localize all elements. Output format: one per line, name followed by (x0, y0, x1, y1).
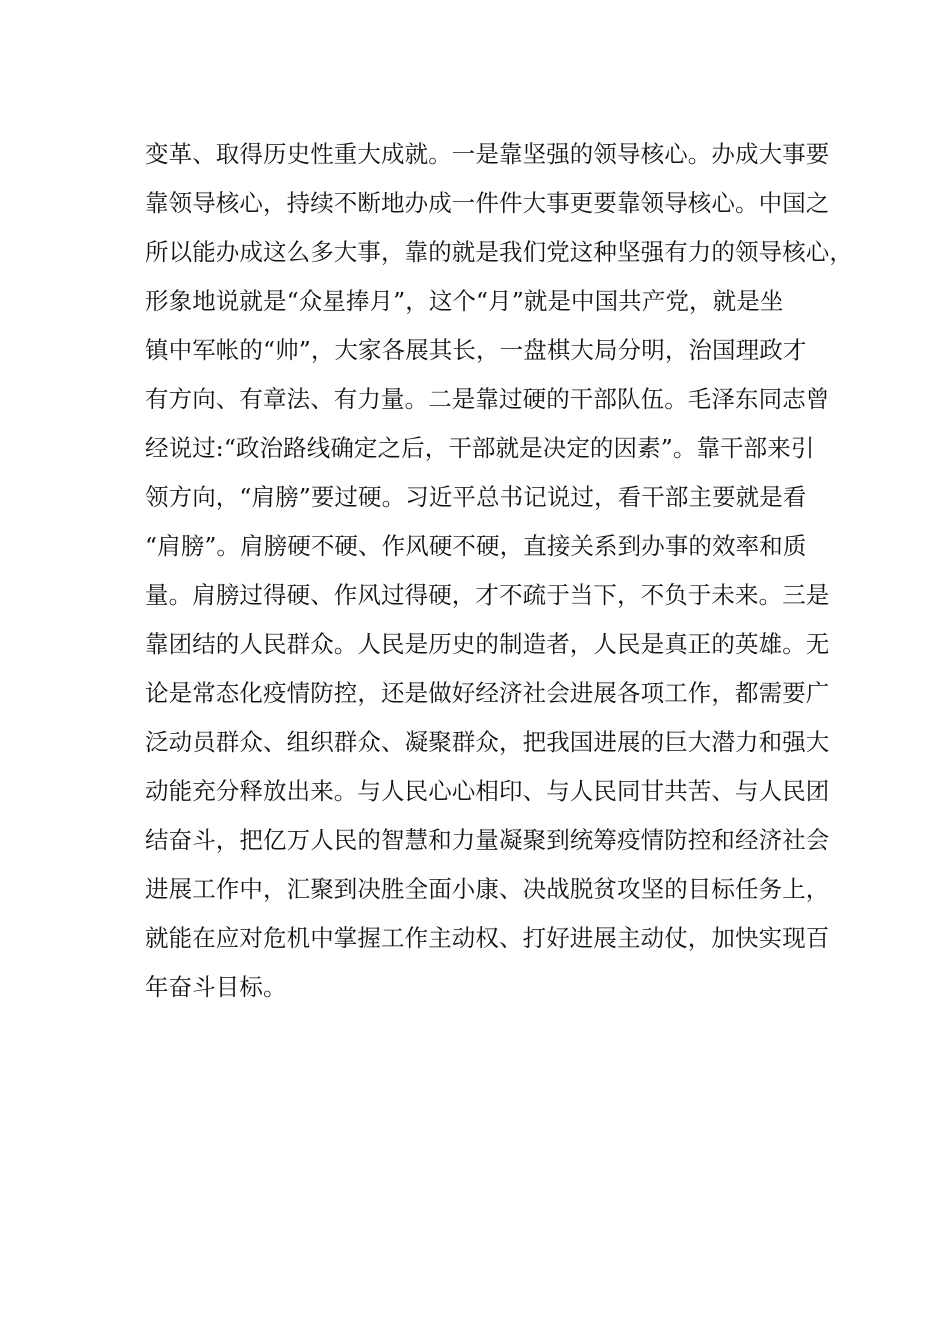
text-line: 年奋斗目标。 (145, 973, 287, 1001)
text-line: 形象地说就是“众星捧月”，这个“月”就是中国共产党，就是坐 (145, 287, 784, 315)
text-line: 有方向、有章法、有力量。二是靠过硬的干部队伍。毛泽东同志曾 (145, 385, 830, 413)
text-line: 泛动员群众、组织群众、凝聚群众，把我国进展的巨大潜力和强大 (145, 728, 830, 756)
text-line: 所以能办成这么多大事，靠的就是我们党这种坚强有力的领导核心， (145, 238, 853, 266)
text-line: 镇中军帐的“帅”，大家各展其长，一盘棋大局分明，治国理政才 (145, 336, 807, 364)
text-line: 就能在应对危机中掌握工作主动权、打好进展主动仗，加快实现百 (145, 924, 830, 952)
text-line: 进展工作中，汇聚到决胜全面小康、决战脱贫攻坚的目标任务上， (145, 875, 830, 903)
text-line: “肩膀”。肩膀硬不硬、作风硬不硬，直接关系到办事的效率和质 (145, 532, 807, 560)
text-line: 变革、取得历史性重大成就。一是靠坚强的领导核心。办成大事要 (145, 140, 830, 168)
text-line: 结奋斗，把亿万人民的智慧和力量凝聚到统筹疫情防控和经济社会 (145, 826, 830, 854)
body-paragraph (145, 130, 853, 1012)
text-line: 领方向，“肩膀”要过硬。习近平总书记说过，看干部主要就是看 (145, 483, 807, 511)
text-line: 靠领导核心，持续不断地办成一件件大事更要靠领导核心。中国之 (145, 189, 830, 217)
text-line: 靠团结的人民群众。人民是历史的制造者，人民是真正的英雄。无 (145, 630, 830, 658)
text-line: 量。肩膀过得硬、作风过得硬，才不疏于当下，不负于未来。三是 (145, 581, 830, 609)
text-line: 论是常态化疫情防控，还是做好经济社会进展各项工作，都需要广 (145, 679, 830, 707)
text-line: 经说过:“政治路线确定之后，干部就是决定的因素”。靠干部来引 (145, 434, 815, 462)
text-line: 动能充分释放出来。与人民心心相印、与人民同甘共苦、与人民团 (145, 777, 830, 805)
